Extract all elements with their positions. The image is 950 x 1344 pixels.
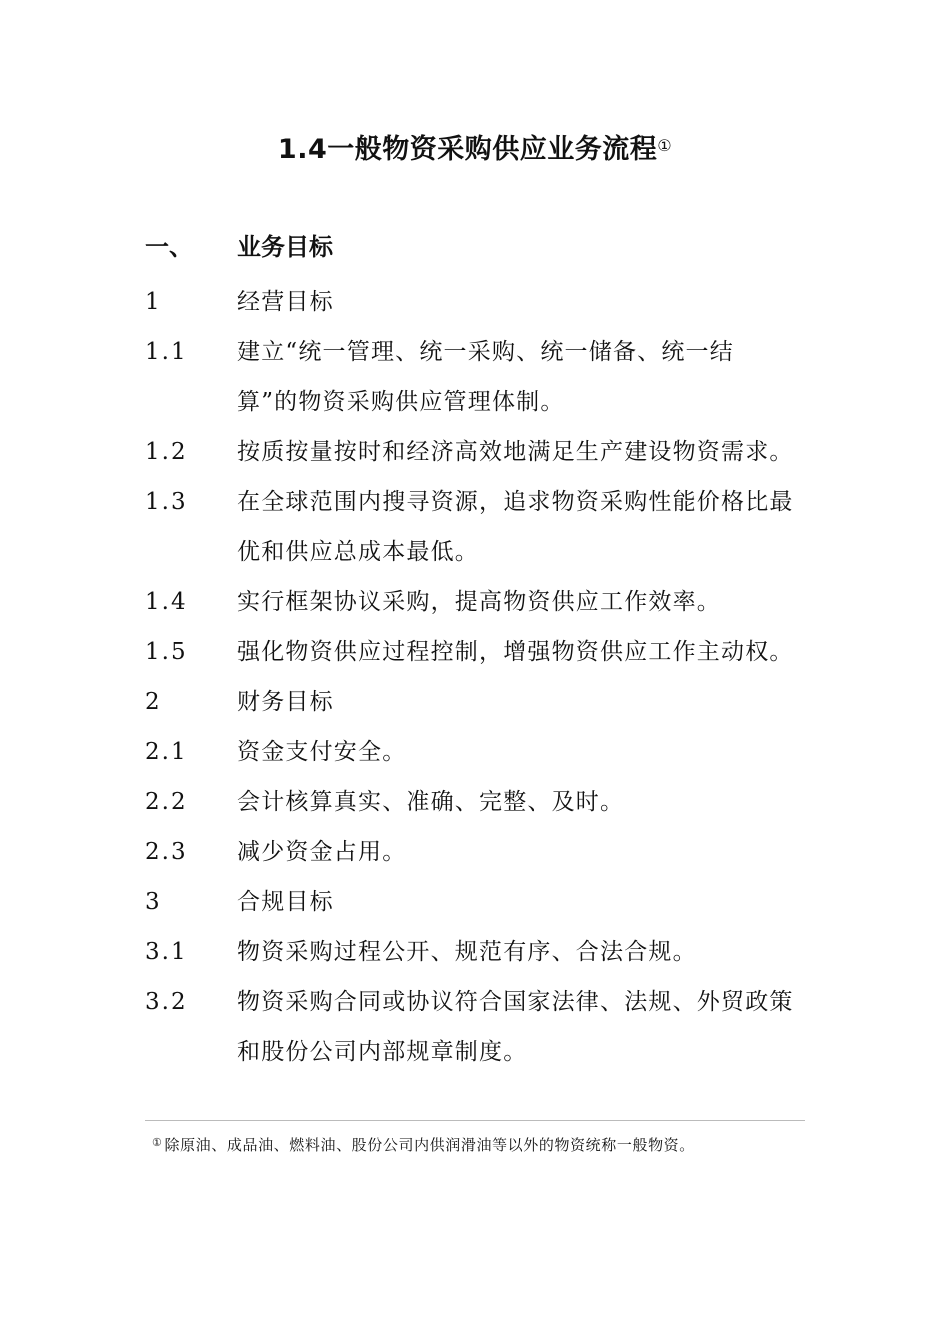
item-number: 1.5 xyxy=(145,639,188,665)
item-text: 合规目标 xyxy=(237,889,334,915)
item-text: 会计核算真实、准确、完整、及时。 xyxy=(237,789,625,815)
list-item xyxy=(145,727,815,777)
item-text: 物资采购合同或协议符合国家法律、法规、外贸政策和股份公司内部规章制度。 xyxy=(237,989,794,1065)
item-number: 1.2 xyxy=(145,439,188,465)
item-text: 减少资金占用。 xyxy=(237,839,407,865)
footnote xyxy=(152,1134,695,1156)
item-number: 3.1 xyxy=(145,939,188,965)
list-item xyxy=(145,577,815,627)
item-number: 3 xyxy=(145,889,162,915)
item-text: 按质按量按时和经济高效地满足生产建设物资需求。 xyxy=(237,439,794,465)
footnote-divider xyxy=(145,1120,805,1121)
item-number: 2.2 xyxy=(145,789,188,815)
item-number: 2.1 xyxy=(145,739,188,765)
item-text: 财务目标 xyxy=(237,689,334,715)
list-item xyxy=(145,427,815,477)
section-heading-label: 业务目标 xyxy=(237,233,333,261)
item-number: 3.2 xyxy=(145,989,188,1015)
list-item xyxy=(145,627,815,677)
item-number: 1.3 xyxy=(145,489,188,515)
footnote-text: 除原油、成品油、燃料油、股份公司内供润滑油等以外的物资统称一般物资。 xyxy=(164,1136,695,1154)
footnote-marker: ① xyxy=(152,1136,163,1149)
section-heading xyxy=(145,227,333,267)
list-item xyxy=(145,977,815,1077)
item-number: 1 xyxy=(145,289,162,315)
item-text: 实行框架协议采购，提高物资供应工作效率。 xyxy=(237,589,721,615)
objectives-list xyxy=(145,277,815,1077)
list-item xyxy=(145,327,815,427)
item-text: 物资采购过程公开、规范有序、合法合规。 xyxy=(237,939,697,965)
item-number: 1.1 xyxy=(145,339,188,365)
item-text: 资金支付安全。 xyxy=(237,739,407,765)
item-number: 2 xyxy=(145,689,162,715)
page-title xyxy=(0,130,950,170)
item-text: 在全球范围内搜寻资源，追求物资采购性能价格比最优和供应总成本最低。 xyxy=(237,489,794,565)
list-item xyxy=(145,677,815,727)
item-number: 1.4 xyxy=(145,589,188,615)
item-number: 2.3 xyxy=(145,839,188,865)
list-item xyxy=(145,927,815,977)
page-title-text: 1.4一般物资采购供应业务流程 xyxy=(277,134,658,165)
title-footnote-marker: ① xyxy=(657,136,673,155)
list-item xyxy=(145,277,815,327)
item-text: 建立“统一管理、统一采购、统一储备、统一结算”的物资采购供应管理体制。 xyxy=(237,339,734,415)
list-item xyxy=(145,477,815,577)
item-text: 强化物资供应过程控制，增强物资供应工作主动权。 xyxy=(237,639,794,665)
list-item xyxy=(145,877,815,927)
section-heading-number: 一、 xyxy=(145,233,193,261)
list-item xyxy=(145,827,815,877)
list-item xyxy=(145,777,815,827)
item-text: 经营目标 xyxy=(237,289,334,315)
